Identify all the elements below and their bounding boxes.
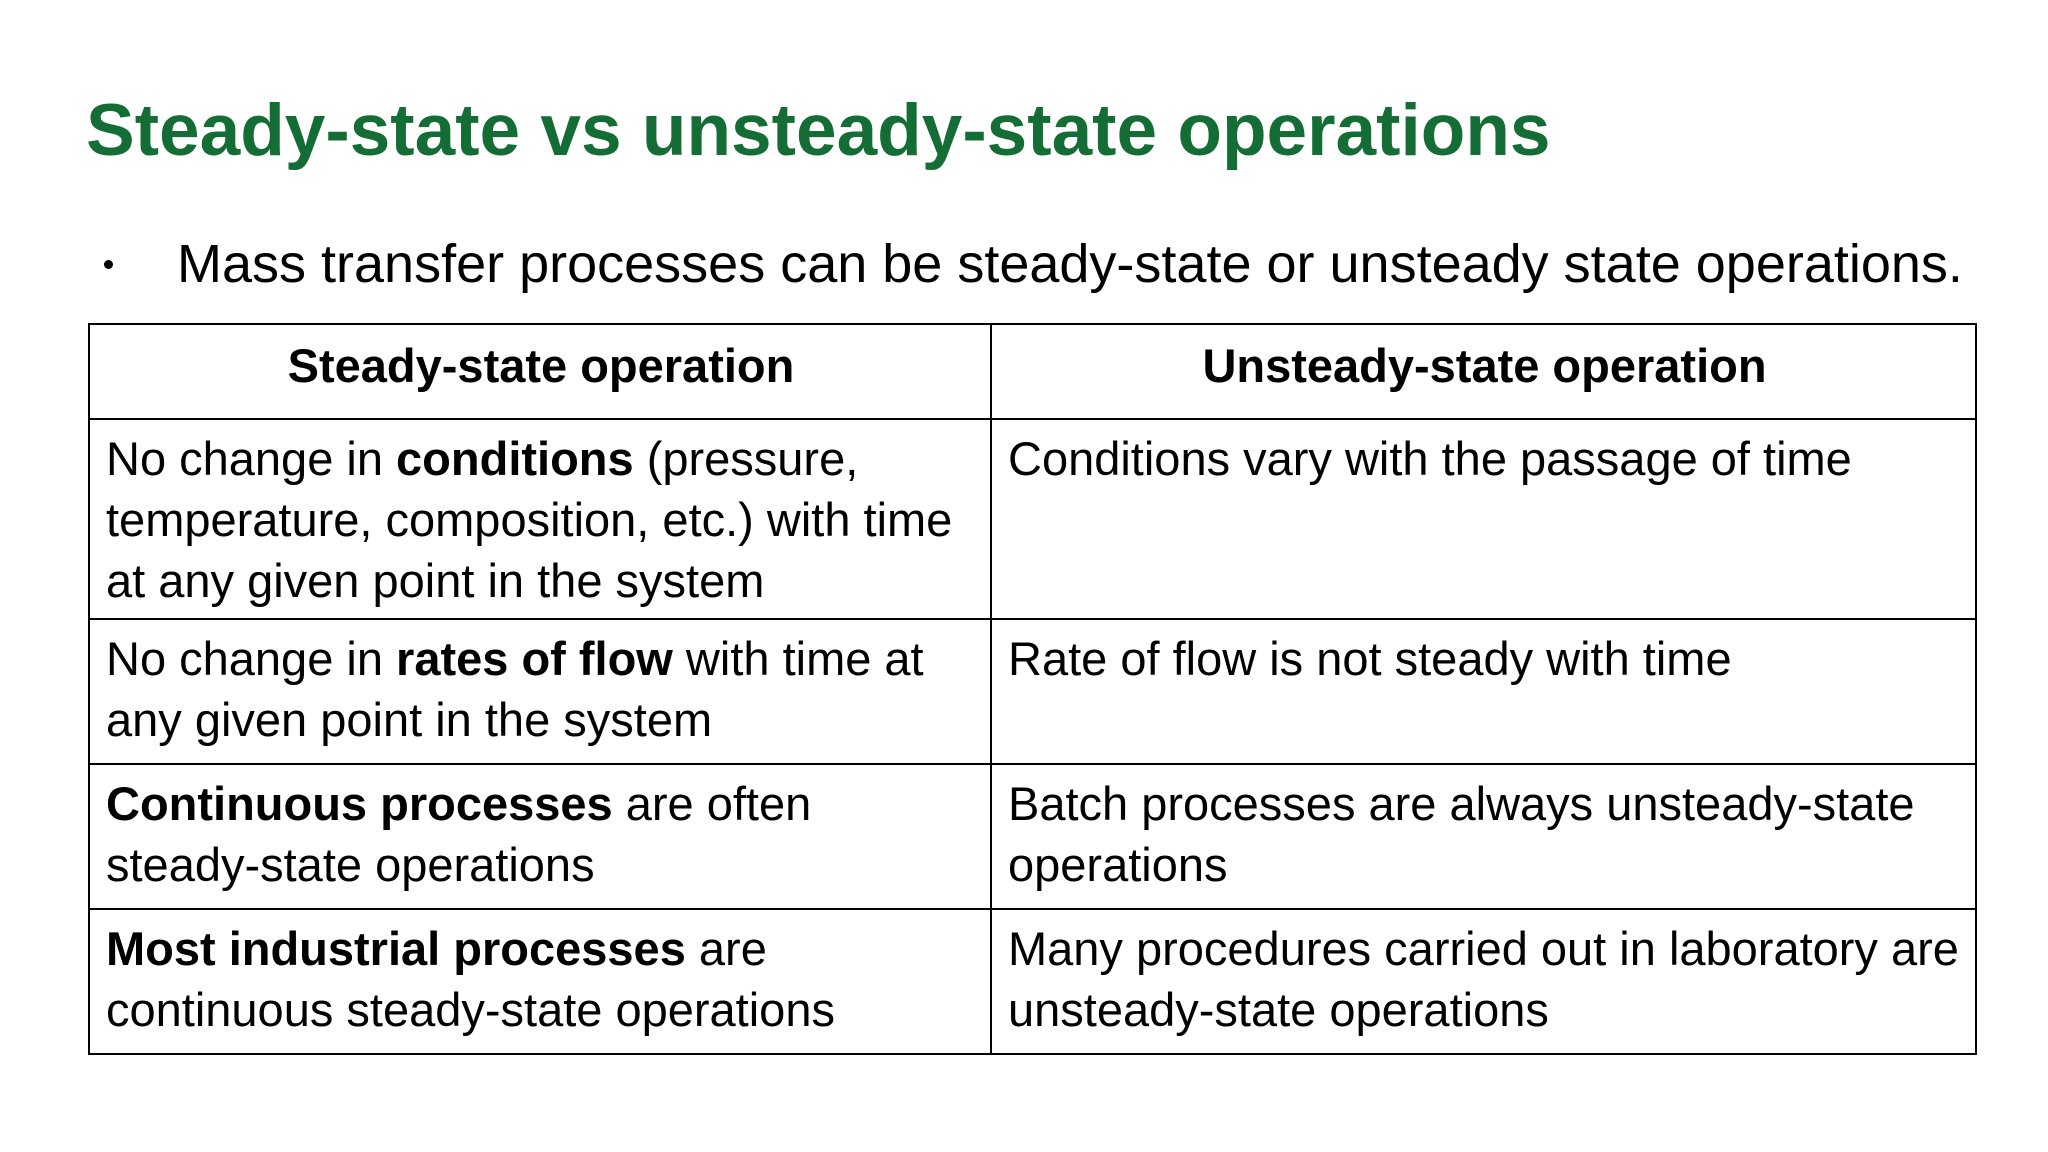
- cell-text: (pressure, temperature, composition, etc.) with time at any given point in the system: [106, 432, 953, 607]
- steady-cell-conditions: [89, 419, 991, 619]
- cell-text: are often steady-state operations: [106, 777, 812, 891]
- cell-text: with time at any given point in the system: [106, 632, 924, 746]
- cell-text: No change in: [106, 432, 397, 485]
- intro-bullet-text: Mass transfer processes can be steady-state or unsteady state operations.: [177, 234, 1963, 294]
- table-row: [89, 764, 1976, 909]
- table-row: [89, 419, 1976, 619]
- intro-bullet: [104, 229, 1963, 299]
- cell-bold-text: Continuous processes: [106, 777, 613, 830]
- header-unsteady-state: Unsteady-state operation: [991, 324, 1976, 419]
- steady-cell-industrial: [89, 909, 991, 1054]
- table-row: [89, 909, 1976, 1054]
- bullet-dot-icon: [104, 260, 113, 269]
- cell-bold-text: Most industrial processes: [106, 922, 686, 975]
- steady-cell-continuous: [89, 764, 991, 909]
- comparison-table: [88, 323, 1977, 1055]
- unsteady-cell-batch: Batch processes are always unsteady-state operations: [991, 764, 1976, 909]
- slide-title: Steady-state vs unsteady-state operations: [86, 90, 1551, 171]
- unsteady-cell-laboratory: Many procedures carried out in laboratory are unsteady-state operations: [991, 909, 1976, 1054]
- table-row: [89, 619, 1976, 764]
- unsteady-cell-conditions: Conditions vary with the passage of time: [991, 419, 1976, 619]
- header-steady-state: Steady-state operation: [89, 324, 991, 419]
- table-header-row: [89, 324, 1976, 419]
- steady-cell-flow-rate: [89, 619, 991, 764]
- unsteady-cell-flow-rate: Rate of flow is not steady with time: [991, 619, 1976, 764]
- cell-bold-text: rates of flow: [396, 632, 673, 685]
- cell-text: No change in: [106, 632, 397, 685]
- cell-bold-text: conditions: [396, 432, 634, 485]
- cell-text: are continuous steady-state operations: [106, 922, 835, 1036]
